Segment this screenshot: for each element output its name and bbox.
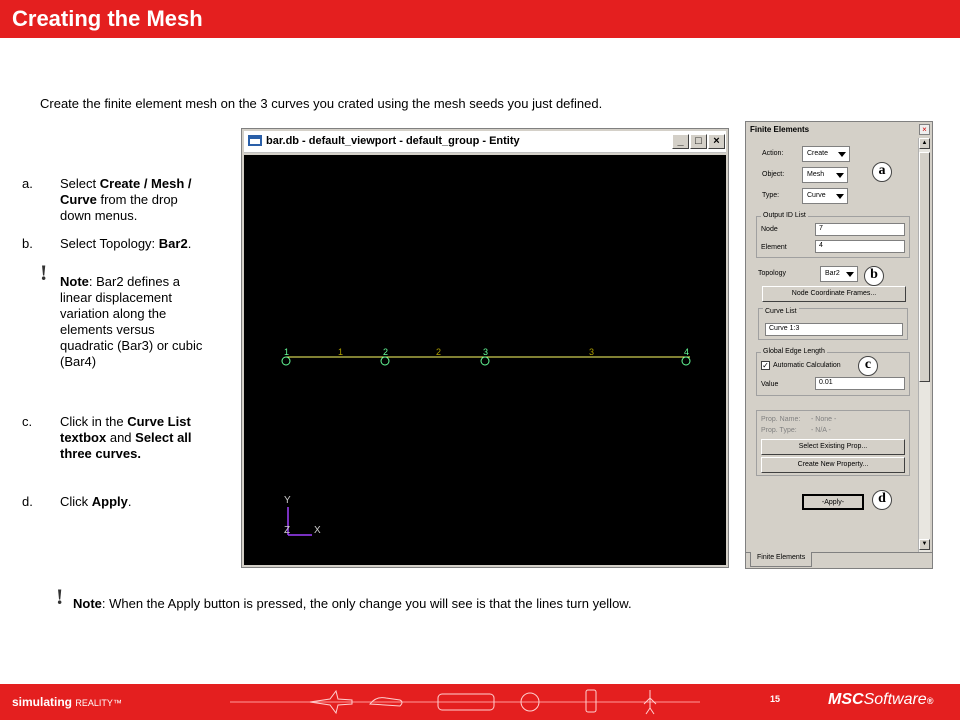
fe-close-icon[interactable]: × — [919, 124, 930, 135]
chevron-down-icon — [838, 152, 846, 157]
note-line-1: Note: Bar2 defines a — [60, 274, 180, 289]
prop-name-value: - None - — [811, 416, 837, 423]
logo-software: Software — [863, 691, 927, 708]
scroll-down-icon[interactable]: ▼ — [919, 539, 930, 550]
tab-finite-elements[interactable]: Finite Elements — [750, 552, 812, 567]
node-label-1: 1 — [284, 347, 290, 357]
brand-bold: simulating — [12, 695, 73, 709]
chevron-down-icon — [846, 272, 854, 277]
note-line-3: variation along the — [60, 306, 167, 321]
slide-title: Creating the Mesh — [12, 6, 203, 31]
note-exclamation-icon: ! — [40, 260, 48, 285]
step-b-label: b. — [22, 236, 33, 251]
node-label-4: 4 — [684, 347, 690, 357]
marker-d: d — [872, 490, 892, 510]
node-label-2: 2 — [383, 347, 389, 357]
note-line-2: linear displacement — [60, 290, 173, 305]
create-new-property-button[interactable]: Create New Property... — [761, 457, 905, 473]
type-value: Curve — [807, 192, 826, 199]
value-label: Value — [761, 381, 779, 388]
node-label: Node — [761, 226, 778, 233]
footer-bar — [0, 684, 960, 720]
curve-list-title: Curve List — [765, 308, 797, 315]
axis-y-label: Y — [284, 495, 291, 506]
node-coordinate-frames-button[interactable]: Node Coordinate Frames... — [762, 286, 906, 302]
note-line-6: (Bar4) — [60, 354, 97, 369]
edge-length-title: Global Edge Length — [763, 348, 825, 355]
object-label: Object: — [762, 171, 785, 178]
marker-a: a — [872, 162, 892, 182]
prop-name-label: Prop. Name: — [761, 416, 801, 423]
axis-z-label: Z — [284, 525, 291, 536]
node-3 — [481, 357, 489, 365]
topology-value: Bar2 — [825, 270, 840, 277]
step-c-line-1: Click in the Curve List — [60, 414, 191, 429]
node-1 — [282, 357, 290, 365]
msc-software-logo — [828, 691, 933, 709]
minimize-button[interactable]: _ — [672, 134, 689, 149]
curve-label-3: 3 — [589, 347, 595, 357]
page-number: 15 — [770, 694, 781, 704]
topology-note — [60, 274, 240, 370]
footer-brand — [12, 695, 122, 709]
step-b-text: Select Topology: Bar2. — [60, 236, 192, 251]
intro-text: Create the finite element mesh on the 3 curves you crated using the mesh seeds you just defined. — [40, 96, 603, 111]
property-group — [756, 410, 910, 476]
viewport-titlebar[interactable] — [244, 131, 726, 153]
logo-msc: MSC — [828, 691, 864, 708]
window-icon — [248, 135, 262, 146]
fe-scrollbar[interactable] — [918, 138, 930, 552]
element-id-input[interactable]: 4 — [815, 240, 905, 253]
auto-calc-checkbox[interactable]: ✓ — [762, 361, 769, 370]
node-4 — [682, 357, 690, 365]
marker-c: c — [858, 356, 878, 376]
phone-icon — [586, 690, 596, 712]
step-d-text: Click Apply. — [60, 494, 132, 509]
auto-calc-label: Automatic Calculation — [773, 362, 841, 369]
person-icon — [644, 690, 656, 714]
type-label: Type: — [762, 192, 780, 199]
element-label: Element — [761, 244, 787, 251]
chevron-down-icon — [836, 173, 844, 178]
object-value: Mesh — [807, 171, 825, 178]
note-line-4: elements versus — [60, 322, 155, 337]
select-existing-prop-button[interactable]: Select Existing Prop... — [761, 439, 905, 455]
brand-tm: ™ — [112, 698, 122, 708]
apply-button[interactable]: -Apply- — [802, 494, 864, 510]
global-edge-length-group — [756, 348, 910, 396]
node-label-3: 3 — [483, 347, 489, 357]
step-c-line-2: textbox and Select all — [60, 430, 192, 445]
brand-reality: REALITY — [75, 698, 113, 708]
step-a-text — [60, 176, 192, 224]
model-graphics — [244, 155, 726, 565]
edge-length-input[interactable]: 0.01 — [815, 377, 905, 390]
step-a-line-1: Select Create / Mesh / — [60, 176, 192, 191]
logo-reg: ® — [926, 696, 934, 706]
curve-label-2: 2 — [436, 347, 442, 357]
axis-x-label: X — [314, 525, 321, 536]
step-d-label: d. — [22, 494, 33, 509]
graphics-canvas[interactable] — [244, 155, 726, 565]
viewport-window[interactable] — [241, 128, 729, 568]
node-2 — [381, 357, 389, 365]
scroll-up-icon[interactable]: ▲ — [919, 138, 930, 149]
chevron-down-icon — [836, 194, 844, 199]
curve-label-1: 1 — [338, 347, 344, 357]
fe-panel-title: Finite Elements — [750, 125, 810, 134]
fe-tab-bar — [746, 552, 932, 568]
bottom-note-exclamation-icon: ! — [56, 584, 64, 609]
topology-label: Topology — [758, 270, 787, 277]
step-c-line-3: three curves. — [60, 446, 141, 461]
action-dropdown[interactable] — [802, 146, 850, 162]
step-c-text — [60, 414, 192, 462]
marker-b: b — [864, 266, 884, 286]
slide-title-bar — [0, 0, 960, 38]
step-a-line-3: down menus. — [60, 208, 138, 223]
viewport-title: bar.db - default_viewport - default_group - Entity — [266, 135, 520, 147]
step-a-label: a. — [22, 176, 33, 191]
object-dropdown[interactable] — [802, 167, 848, 183]
action-value: Create — [807, 150, 829, 157]
maximize-button[interactable]: □ — [690, 134, 707, 149]
step-c-label: c. — [22, 414, 33, 429]
output-id-group — [756, 212, 910, 258]
topology-dropdown[interactable] — [820, 266, 858, 282]
node-id-input[interactable]: 7 — [815, 223, 905, 236]
scroll-thumb[interactable] — [919, 152, 930, 382]
bottom-note: Note: When the Apply button is pressed, the only change you will see is that the lines turn yellow. — [73, 596, 632, 611]
footer-industry-icons — [230, 686, 700, 718]
note-line-5: quadratic (Bar3) or cubic — [60, 338, 203, 353]
type-dropdown[interactable] — [802, 188, 848, 204]
output-id-title: Output ID List — [763, 212, 806, 219]
prop-type-label: Prop. Type: — [761, 427, 797, 434]
curve-list-input[interactable]: Curve 1:3 — [765, 323, 903, 336]
close-button[interactable]: × — [708, 134, 725, 149]
prop-type-value: - N/A - — [811, 427, 831, 434]
finite-elements-panel — [745, 121, 933, 569]
step-a-line-2: Curve from the drop — [60, 192, 178, 207]
action-label: Action: — [762, 150, 784, 157]
curve-list-group — [758, 308, 908, 340]
